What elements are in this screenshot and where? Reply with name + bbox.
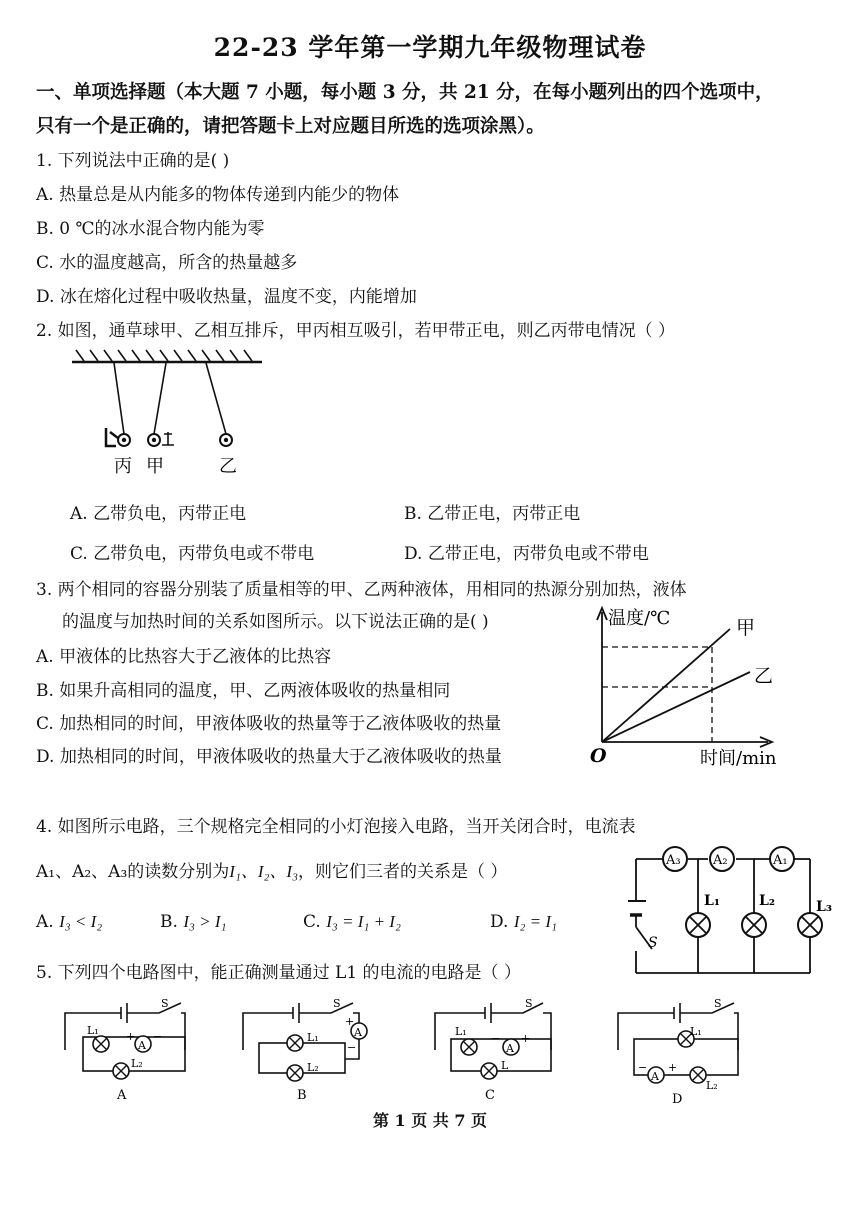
- temperature-time-graph: [580, 602, 795, 772]
- graph-xlabel: 时间/min: [700, 748, 777, 769]
- svg-text:−: −: [638, 1061, 648, 1074]
- svg-text:A: A: [138, 1039, 146, 1052]
- q4-option-b: B. I₃ > I₁: [160, 912, 227, 932]
- label-jia: 甲: [146, 456, 164, 477]
- svg-text:A: A: [651, 1070, 659, 1083]
- svg-text:L₁: L₁: [690, 1025, 702, 1038]
- q3-stem-line2: 的温度与加热时间的关系如图所示。以下说法正确的是( ): [62, 612, 489, 632]
- circuit-d-label: D: [672, 1092, 683, 1105]
- svg-text:A: A: [354, 1026, 362, 1039]
- svg-text:S: S: [714, 997, 722, 1010]
- q4-vars: I₁、I₂、I₃: [229, 862, 298, 881]
- q1-option-d: D. 冰在熔化过程中吸收热量，温度不变，内能增加: [36, 287, 417, 307]
- q3-stem-line1: 3. 两个相同的容器分别装了质量相等的甲、乙两种液体，用相同的热源分别加热，液体: [36, 580, 687, 600]
- ball-yi: [220, 434, 232, 446]
- q1-option-a: A. 热量总是从内能多的物体传递到内能少的物体: [36, 185, 400, 205]
- svg-text:+: +: [345, 1015, 355, 1028]
- q4-stem-end: ，则它们三者的关系是（ ）: [298, 862, 508, 882]
- q2-option-c: C. 乙带负电，丙带负电或不带电: [70, 544, 315, 564]
- meter-a3: A₃: [666, 853, 681, 868]
- svg-text:L₂: L₂: [131, 1057, 143, 1070]
- q3-option-c: C. 加热相同的时间，甲液体吸收的热量等于乙液体吸收的热量: [36, 714, 502, 734]
- q3-option-b: B. 如果升高相同的温度，甲、乙两液体吸收的热量相同: [36, 681, 451, 701]
- q4-option-c: C. I₃ = I₁ + I₂: [303, 912, 401, 932]
- series-jia-label: 甲: [736, 617, 756, 639]
- svg-text:−: −: [153, 1030, 163, 1043]
- svg-text:−: −: [491, 1032, 501, 1045]
- q4-option-a: A. I₃ < I₂: [36, 912, 103, 932]
- graph-origin: O: [590, 745, 607, 767]
- svg-text:−: −: [347, 1041, 357, 1054]
- circuit-c-label: C: [485, 1088, 495, 1103]
- svg-text:+: +: [521, 1032, 531, 1045]
- q4-stem-line2: [36, 857, 507, 882]
- svg-text:+: +: [126, 1030, 136, 1043]
- svg-text:S: S: [333, 997, 341, 1010]
- q3-option-a: A. 甲液体的比热容大于乙液体的比热容: [36, 647, 332, 667]
- lamp-l2-label: L₂: [759, 893, 775, 909]
- page-footer: 第 1 页 共 7 页: [372, 1111, 488, 1130]
- section-heading-line2: 只有一个是正确的，请把答题卡上对应题目所选的选项涂黑）。: [36, 116, 545, 137]
- svg-text:L: L: [501, 1059, 509, 1072]
- svg-text:L₂: L₂: [706, 1079, 718, 1092]
- svg-text:A: A: [506, 1042, 514, 1055]
- svg-text:S: S: [525, 997, 533, 1010]
- q4-stem-mid: 的读数分别为: [127, 862, 230, 882]
- q1-option-c: C. 水的温度越高，所含的热量越多: [36, 253, 298, 273]
- svg-text:L₂: L₂: [307, 1061, 319, 1074]
- q5-stem: 5. 下列四个电路图中，能正确测量通过 L1 的电流的电路是（ ）: [36, 963, 521, 983]
- svg-text:S: S: [161, 997, 169, 1010]
- q2-option-a: A. 乙带负电，丙带正电: [70, 504, 247, 524]
- q4-option-d: D. I₂ = I₁: [490, 912, 557, 932]
- q2-stem: 2. 如图，通草球甲、乙相互排斥，甲丙相互吸引，若甲带正电，则乙丙带电情况（ ）: [36, 321, 676, 341]
- q3-option-d: D. 加热相同的时间，甲液体吸收的热量大于乙液体吸收的热量: [36, 747, 502, 767]
- q2-option-d: D. 乙带正电，丙带负电或不带电: [404, 544, 649, 564]
- circuit-a: [55, 995, 195, 1105]
- lamp-l3-label: L₃: [816, 899, 832, 915]
- label-yi: 乙: [219, 456, 237, 477]
- svg-text:L₁: L₁: [87, 1024, 99, 1037]
- pith-ball-figure: [66, 348, 276, 483]
- q1-stem: 1. 下列说法中正确的是( ): [36, 151, 230, 171]
- page-title: 22-23 学年第一学期九年级物理试卷: [213, 33, 647, 62]
- svg-text:L₁: L₁: [455, 1025, 467, 1038]
- svg-text:+: +: [668, 1061, 678, 1074]
- q1-option-b: B. 0 ℃的冰水混合物内能为零: [36, 219, 265, 239]
- meter-a1: A₁: [773, 853, 788, 868]
- q4-stem-line1: 4. 如图所示电路，三个规格完全相同的小灯泡接入电路，当开关闭合时，电流表: [36, 817, 636, 837]
- lamp-l1-label: L₁: [704, 893, 720, 909]
- q4-circuit-diagram: [628, 835, 838, 983]
- meter-a2: A₂: [713, 853, 728, 868]
- circuit-b: [233, 995, 373, 1105]
- svg-text:L₁: L₁: [307, 1031, 319, 1044]
- circuit-a-label: A: [117, 1088, 127, 1103]
- q4-meters: A₁、A₂、A₃: [36, 862, 128, 882]
- section-heading-line1: 一、单项选择题（本大题 7 小题，每小题 3 分，共 21 分，在每小题列出的四个选项中，: [36, 82, 774, 103]
- circuit-d: [610, 995, 750, 1105]
- label-bing: 丙: [114, 456, 132, 477]
- graph-ylabel: 温度/℃: [608, 608, 671, 629]
- ball-bing: [106, 428, 130, 446]
- circuit-c: [425, 995, 565, 1105]
- q2-option-b: B. 乙带正电，丙带正电: [404, 504, 581, 524]
- ball-jia: [148, 432, 174, 446]
- switch-label: S: [648, 935, 658, 951]
- series-yi-label: 乙: [754, 665, 774, 687]
- circuit-b-label: B: [297, 1088, 307, 1103]
